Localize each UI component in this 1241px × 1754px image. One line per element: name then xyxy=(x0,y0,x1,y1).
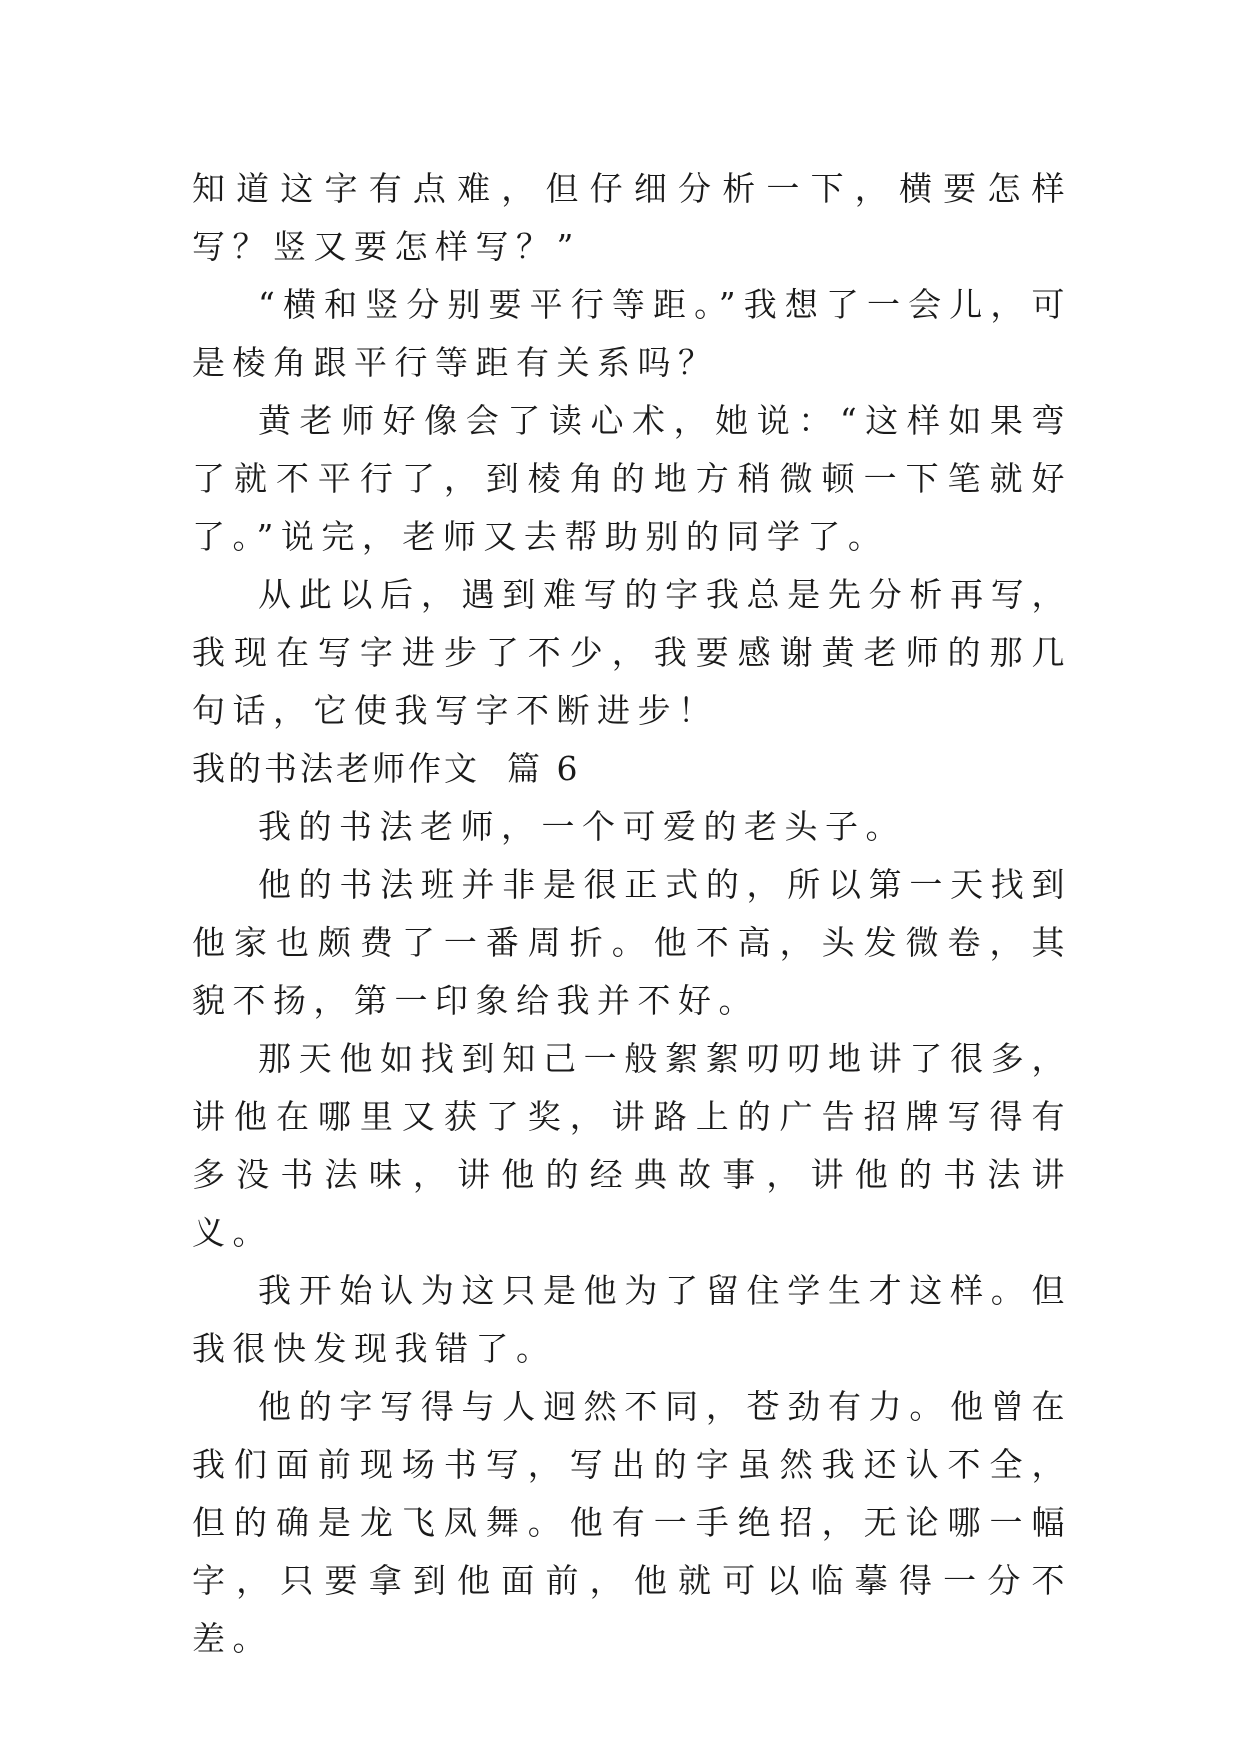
paragraph-realization: 我开始认为这只是他为了留住学生才这样。但我很快发现我错了。 xyxy=(192,1271,1072,1368)
document-body xyxy=(192,160,1072,1668)
paragraph-intro: 我的书法老师，一个可爱的老头子。 xyxy=(258,807,906,846)
paragraph-conclusion: 从此以后，遇到难写的字我总是先分析再写，我现在写字进步了不少，我要感谢黄老师的那几句话，它使我写字不断进步！ xyxy=(192,575,1072,730)
paragraph-continuation: 知道这字有点难，但仔细分析一下，横要怎样写？竖又要怎样写？” xyxy=(192,169,1072,266)
paragraph-first-impression: 他的书法班并非是很正式的，所以第一天找到他家也颇费了一番周折。他不高，头发微卷，其貌不扬，第一印象给我并不好。 xyxy=(192,865,1072,1020)
paragraph-calligraphy-skill: 他的字写得与人迥然不同，苍劲有力。他曾在我们面前现场书写，写出的字虽然我还认不全，但的确是龙飞凤舞。他有一手绝招，无论哪一幅字，只要拿到他面前，他就可以临摹得一分不差。 xyxy=(192,1387,1072,1658)
section-heading: 我的书法老师作文 篇 6 xyxy=(192,749,581,788)
paragraph-first-day: 那天他如找到知己一般絮絮叨叨地讲了很多，讲他在哪里又获了奖，讲路上的广告招牌写得有多没书法味，讲他的经典故事，讲他的书法讲义。 xyxy=(192,1039,1072,1252)
paragraph-dialogue: “横和竖分别要平行等距。”我想了一会儿，可是棱角跟平行等距有关系吗？ xyxy=(192,285,1072,382)
paragraph-teacher-advice: 黄老师好像会了读心术，她说：“这样如果弯了就不平行了，到棱角的地方稍微顿一下笔就好了。”说完，老师又去帮助别的同学了。 xyxy=(192,401,1072,556)
